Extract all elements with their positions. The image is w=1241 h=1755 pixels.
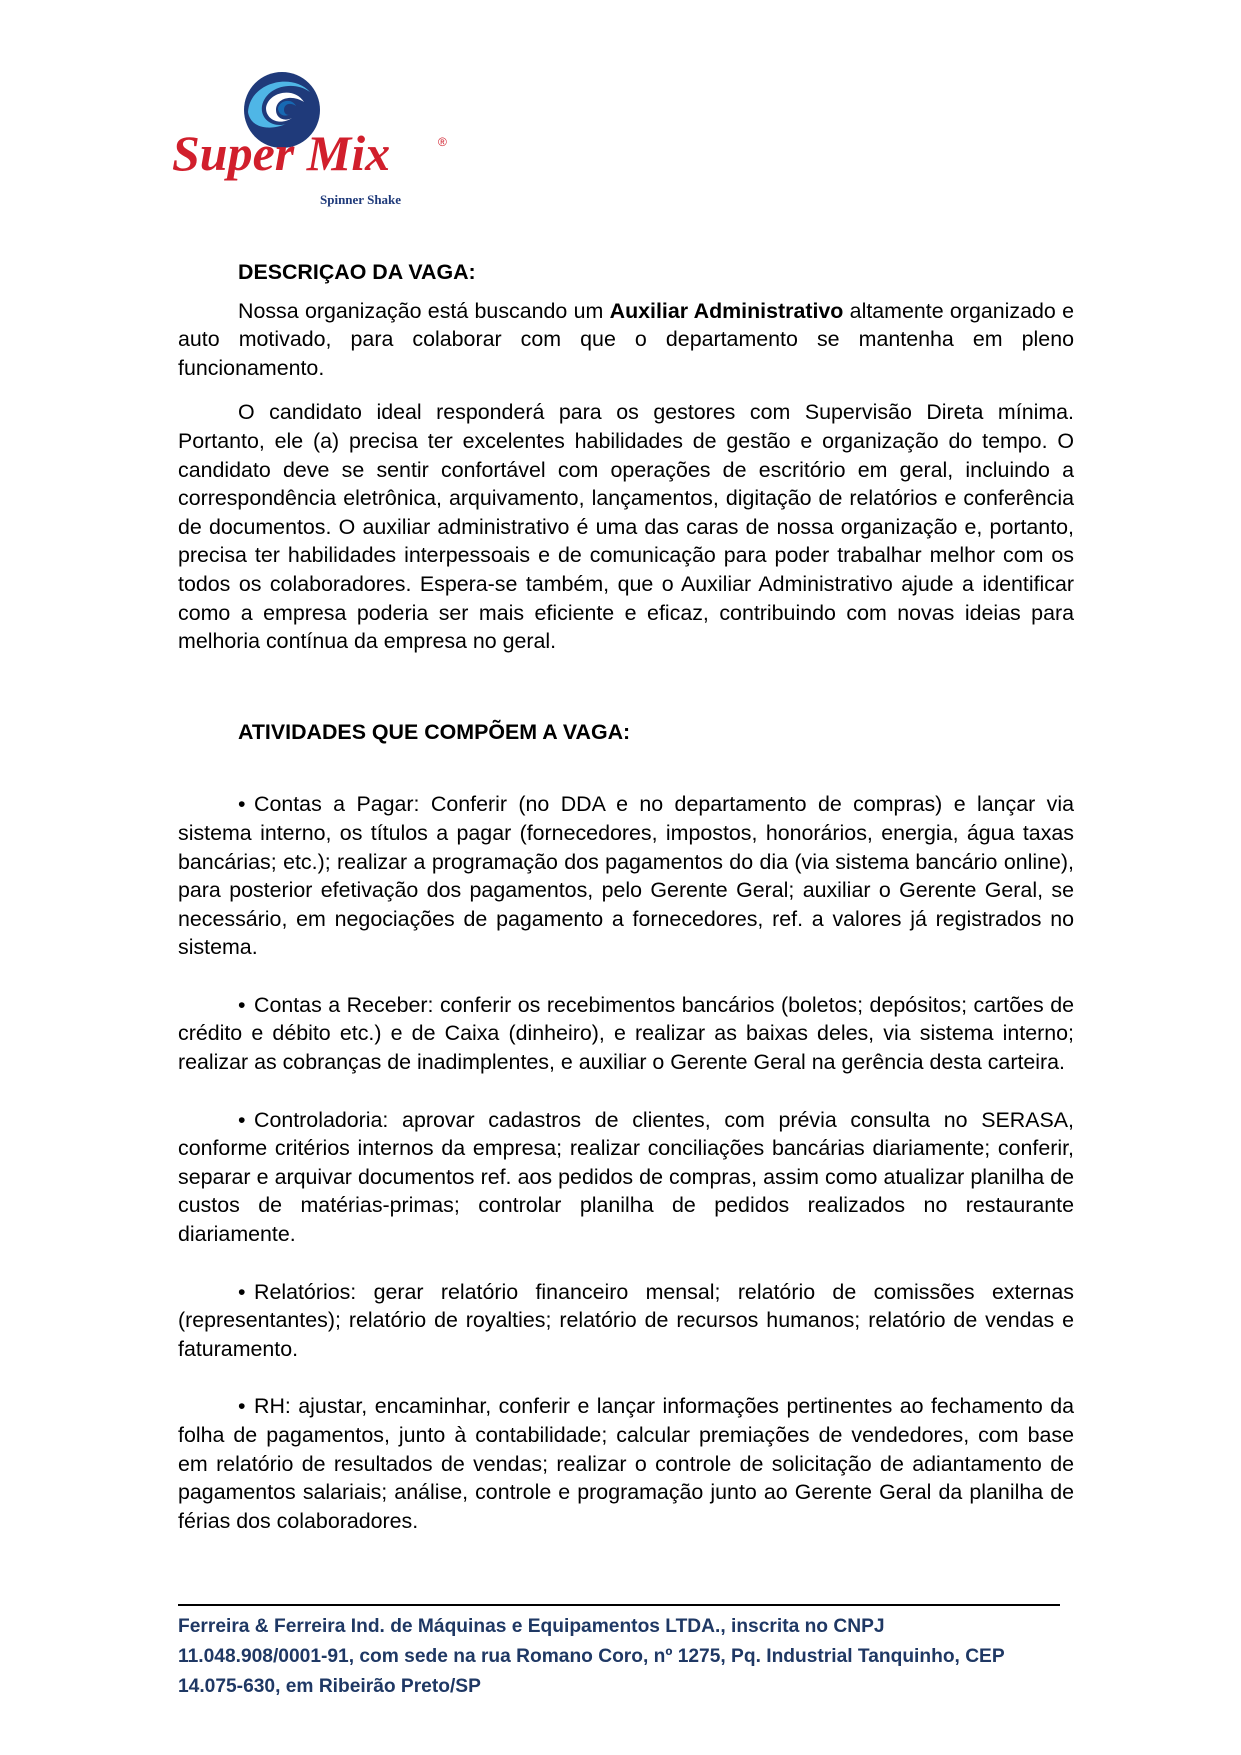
document-body bbox=[178, 258, 1074, 1535]
activity-text: Relatórios: gerar relatório financeiro mensal; relatório de comissões externas (representantes); relatório de royalties; relatório de recursos humanos; relatório de vendas e faturamento. bbox=[178, 1279, 1074, 1361]
activity-item bbox=[178, 1106, 1074, 1249]
company-logo bbox=[170, 70, 460, 220]
logo-tagline-text: Spinner Shake bbox=[320, 192, 402, 207]
footer-line-3: 14.075-630, em Ribeirão Preto/SP bbox=[178, 1676, 481, 1697]
activity-item bbox=[178, 790, 1074, 962]
intro-text-end: altamente organizado e auto motivado, para colaborar com que o departamento se mantenha em pleno funcionamento. bbox=[178, 298, 1074, 380]
company-footer bbox=[178, 1612, 1078, 1702]
intro-job-title: Auxiliar Administrativo bbox=[609, 298, 844, 323]
logo-registered-mark: ® bbox=[438, 135, 447, 149]
intro-paragraph bbox=[178, 297, 1074, 383]
logo-graphic bbox=[170, 70, 460, 220]
activity-text: Controladoria: aprovar cadastros de clientes, com prévia consulta no SERASA, conforme critérios internos da empresa; realizar conciliações bancárias diariamente; conferir, separar e arquivar documentos ref. aos pedidos de compras, assim como atualizar planilha de custos de matérias-primas; controlar planilha de pedidos realizados no restaurante diariamente. bbox=[178, 1107, 1074, 1247]
intro-text-start: Nossa organização está buscando um bbox=[238, 298, 610, 323]
footer-divider bbox=[178, 1604, 1060, 1606]
footer-line-2: 11.048.908/0001-91, com sede na rua Romano Coro, nº 1275, Pq. Industrial Tanquinho, CEP bbox=[178, 1646, 1005, 1667]
bullet-icon: • bbox=[238, 1279, 246, 1304]
activity-text: RH: ajustar, encaminhar, conferir e lançar informações pertinentes ao fechamento da folha de pagamentos, junto à contabilidade; calcular premiações de vendedores, com base em relatório de resultados de vendas; realizar o controle de solicitação de adiantamento de pagamentos salariais; análise, controle e programação junto ao Gerente Geral da planilha de férias dos colaboradores. bbox=[178, 1394, 1074, 1533]
candidate-paragraph: O candidato ideal responderá para os gestores com Supervisão Direta mínima. Portanto, ele (a) precisa ter excelentes habilidades de gestão e organização do tempo. O candidato deve se sentir confortável com operações de escritório em geral, incluindo a correspondência eletrônica, arquivamento, lançamentos, digitação de relatórios e conferência de documentos. O auxiliar administrativo é uma das caras de nossa organização e, portanto, precisa ter habilidades interpessoais e de comunicação para poder trabalhar melhor com os todos os colaboradores. Espera-se também, que o Auxiliar Administrativo ajude a identificar como a empresa poderia ser mais eficiente e eficaz, contribuindo com novas ideias para melhoria contínua da empresa no geral. bbox=[178, 400, 1074, 654]
bullet-icon: • bbox=[238, 992, 246, 1017]
bullet-icon: • bbox=[238, 1394, 246, 1419]
bullet-icon: • bbox=[238, 1107, 246, 1132]
activity-item bbox=[178, 1278, 1074, 1364]
heading-job-description: DESCRIÇAO DA VAGA: bbox=[238, 260, 476, 284]
activity-item bbox=[178, 1392, 1074, 1535]
bullet-icon: • bbox=[238, 792, 246, 817]
activity-item bbox=[178, 991, 1074, 1077]
activity-text: Contas a Pagar: Conferir (no DDA e no departamento de compras) e lançar via sistema interno, os títulos a pagar (fornecedores, impostos, honorários, energia, água taxas bancárias; etc.); realizar a programação dos pagamentos do dia (via sistema bancário online), para posterior efetivação dos pagamentos, pelo Gerente Geral; auxiliar o Gerente Geral, se necessário, em negociações de pagamento a fornecedores, ref. a valores já registrados no sistema. bbox=[178, 792, 1074, 960]
heading-activities: ATIVIDADES QUE COMPÕEM A VAGA: bbox=[238, 719, 631, 744]
logo-brand-text: Super Mix bbox=[172, 125, 391, 181]
footer-line-1: Ferreira & Ferreira Ind. de Máquinas e Equipamentos LTDA., inscrita no CNPJ bbox=[178, 1616, 885, 1637]
activity-text: Contas a Receber: conferir os recebimentos bancários (boletos; depósitos; cartões de crédito e débito etc.) e de Caixa (dinheiro), e realizar as baixas deles, via sistema interno; realizar as cobranças de inadimplentes, e auxiliar o Gerente Geral na gerência desta carteira. bbox=[178, 992, 1074, 1075]
